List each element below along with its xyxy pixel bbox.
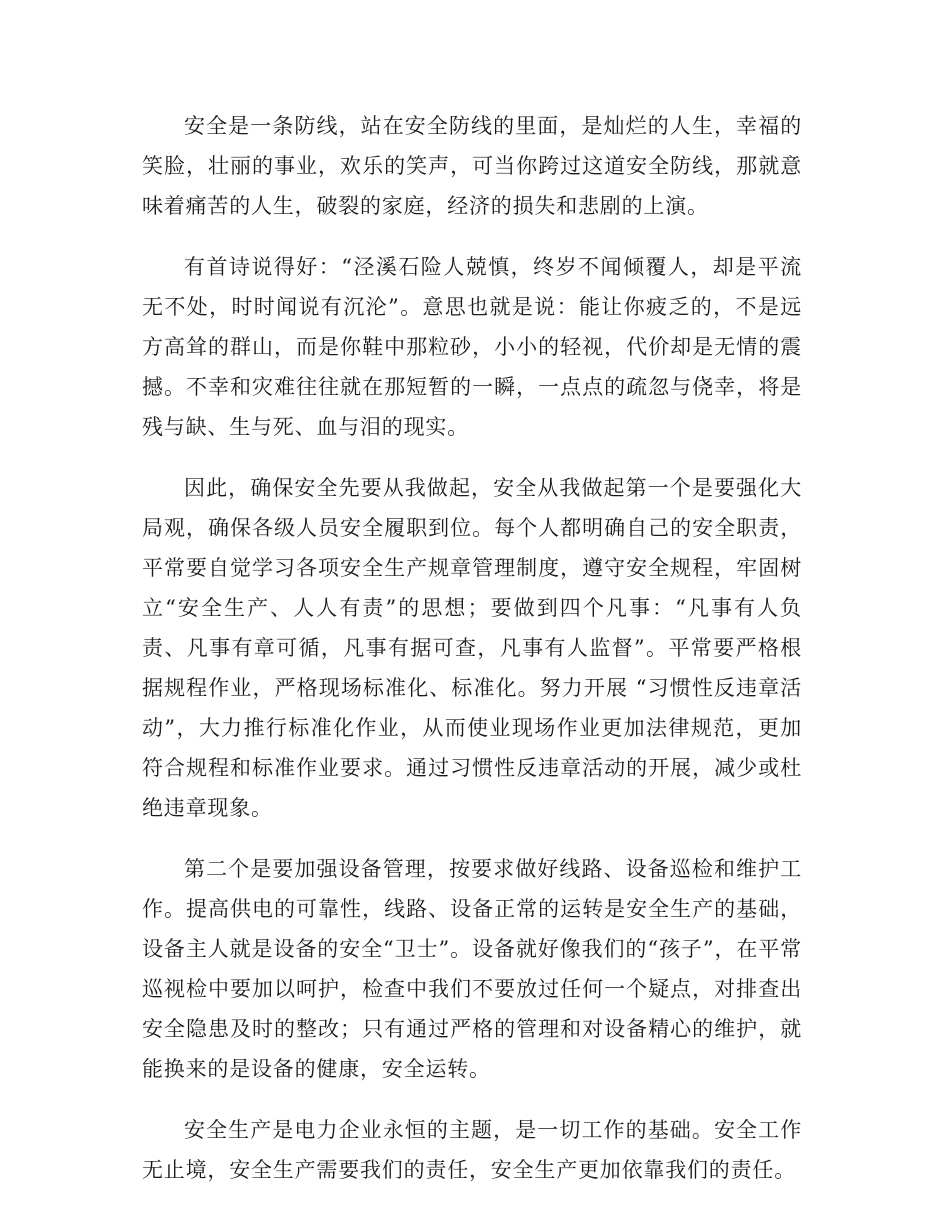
document-body xyxy=(142,106,802,1211)
paragraph-3: 因此，确保安全先要从我做起，安全从我做起第一个是要强化大局观，确保各级人员安全履职到位。每个人都明确自己的安全职责，平常要自觉学习各项安全生产规章管理制度，遵守安全规程，牢固树立“安全生产、人人有责”的思想；要做到四个凡事：“凡事有人负责、凡事有章可循，凡事有据可查，凡事有人监督”。平常要严格根据规程作业，严格现场标准化、标准化。努力开展 “习惯性反违章活动”，大力推行标准化作业，从而使业现场作业更加法律规范，更加符合规程和标准作业要求。通过习惯性反违章活动的开展，减少或杜绝违章现象。 xyxy=(142,476,802,820)
paragraph-2: 有首诗说得好：“泾溪石险人兢慎，终岁不闻倾覆人，却是平流无不处，时时闻说有沉沦”。意思也就是说：能让你疲乏的，不是远方高耸的群山，而是你鞋中那粒砂，小小的轻视，代价却是无情的震撼。不幸和灾难往往就在那短暂的一瞬，一点点的疏忽与侥幸，将是残与缺、生与死、血与泪的现实。 xyxy=(142,255,802,439)
paragraph-4: 第二个是要加强设备管理，按要求做好线路、设备巡检和维护工作。提高供电的可靠性，线路、设备正常的运转是安全生产的基础，设备主人就是设备的安全“卫士”。设备就好像我们的“孩子”，在平常巡视检中要加以呵护，检查中我们不要放过任何一个疑点，对排查出安全隐患及时的整改；只有通过严格的管理和对设备精心的维护，就能换来的是设备的健康，安全运转。 xyxy=(142,857,802,1081)
paragraph-5: 安全生产是电力企业永恒的主题，是一切工作的基础。安全工作无止境，安全生产需要我们的责任，安全生产更加依靠我们的责任。 xyxy=(142,1118,802,1182)
paragraph-1: 安全是一条防线，站在安全防线的里面，是灿烂的人生，幸福的笑脸，壮丽的事业，欢乐的笑声，可当你跨过这道安全防线，那就意味着痛苦的人生，破裂的家庭，经济的损失和悲剧的上演。 xyxy=(142,114,802,218)
